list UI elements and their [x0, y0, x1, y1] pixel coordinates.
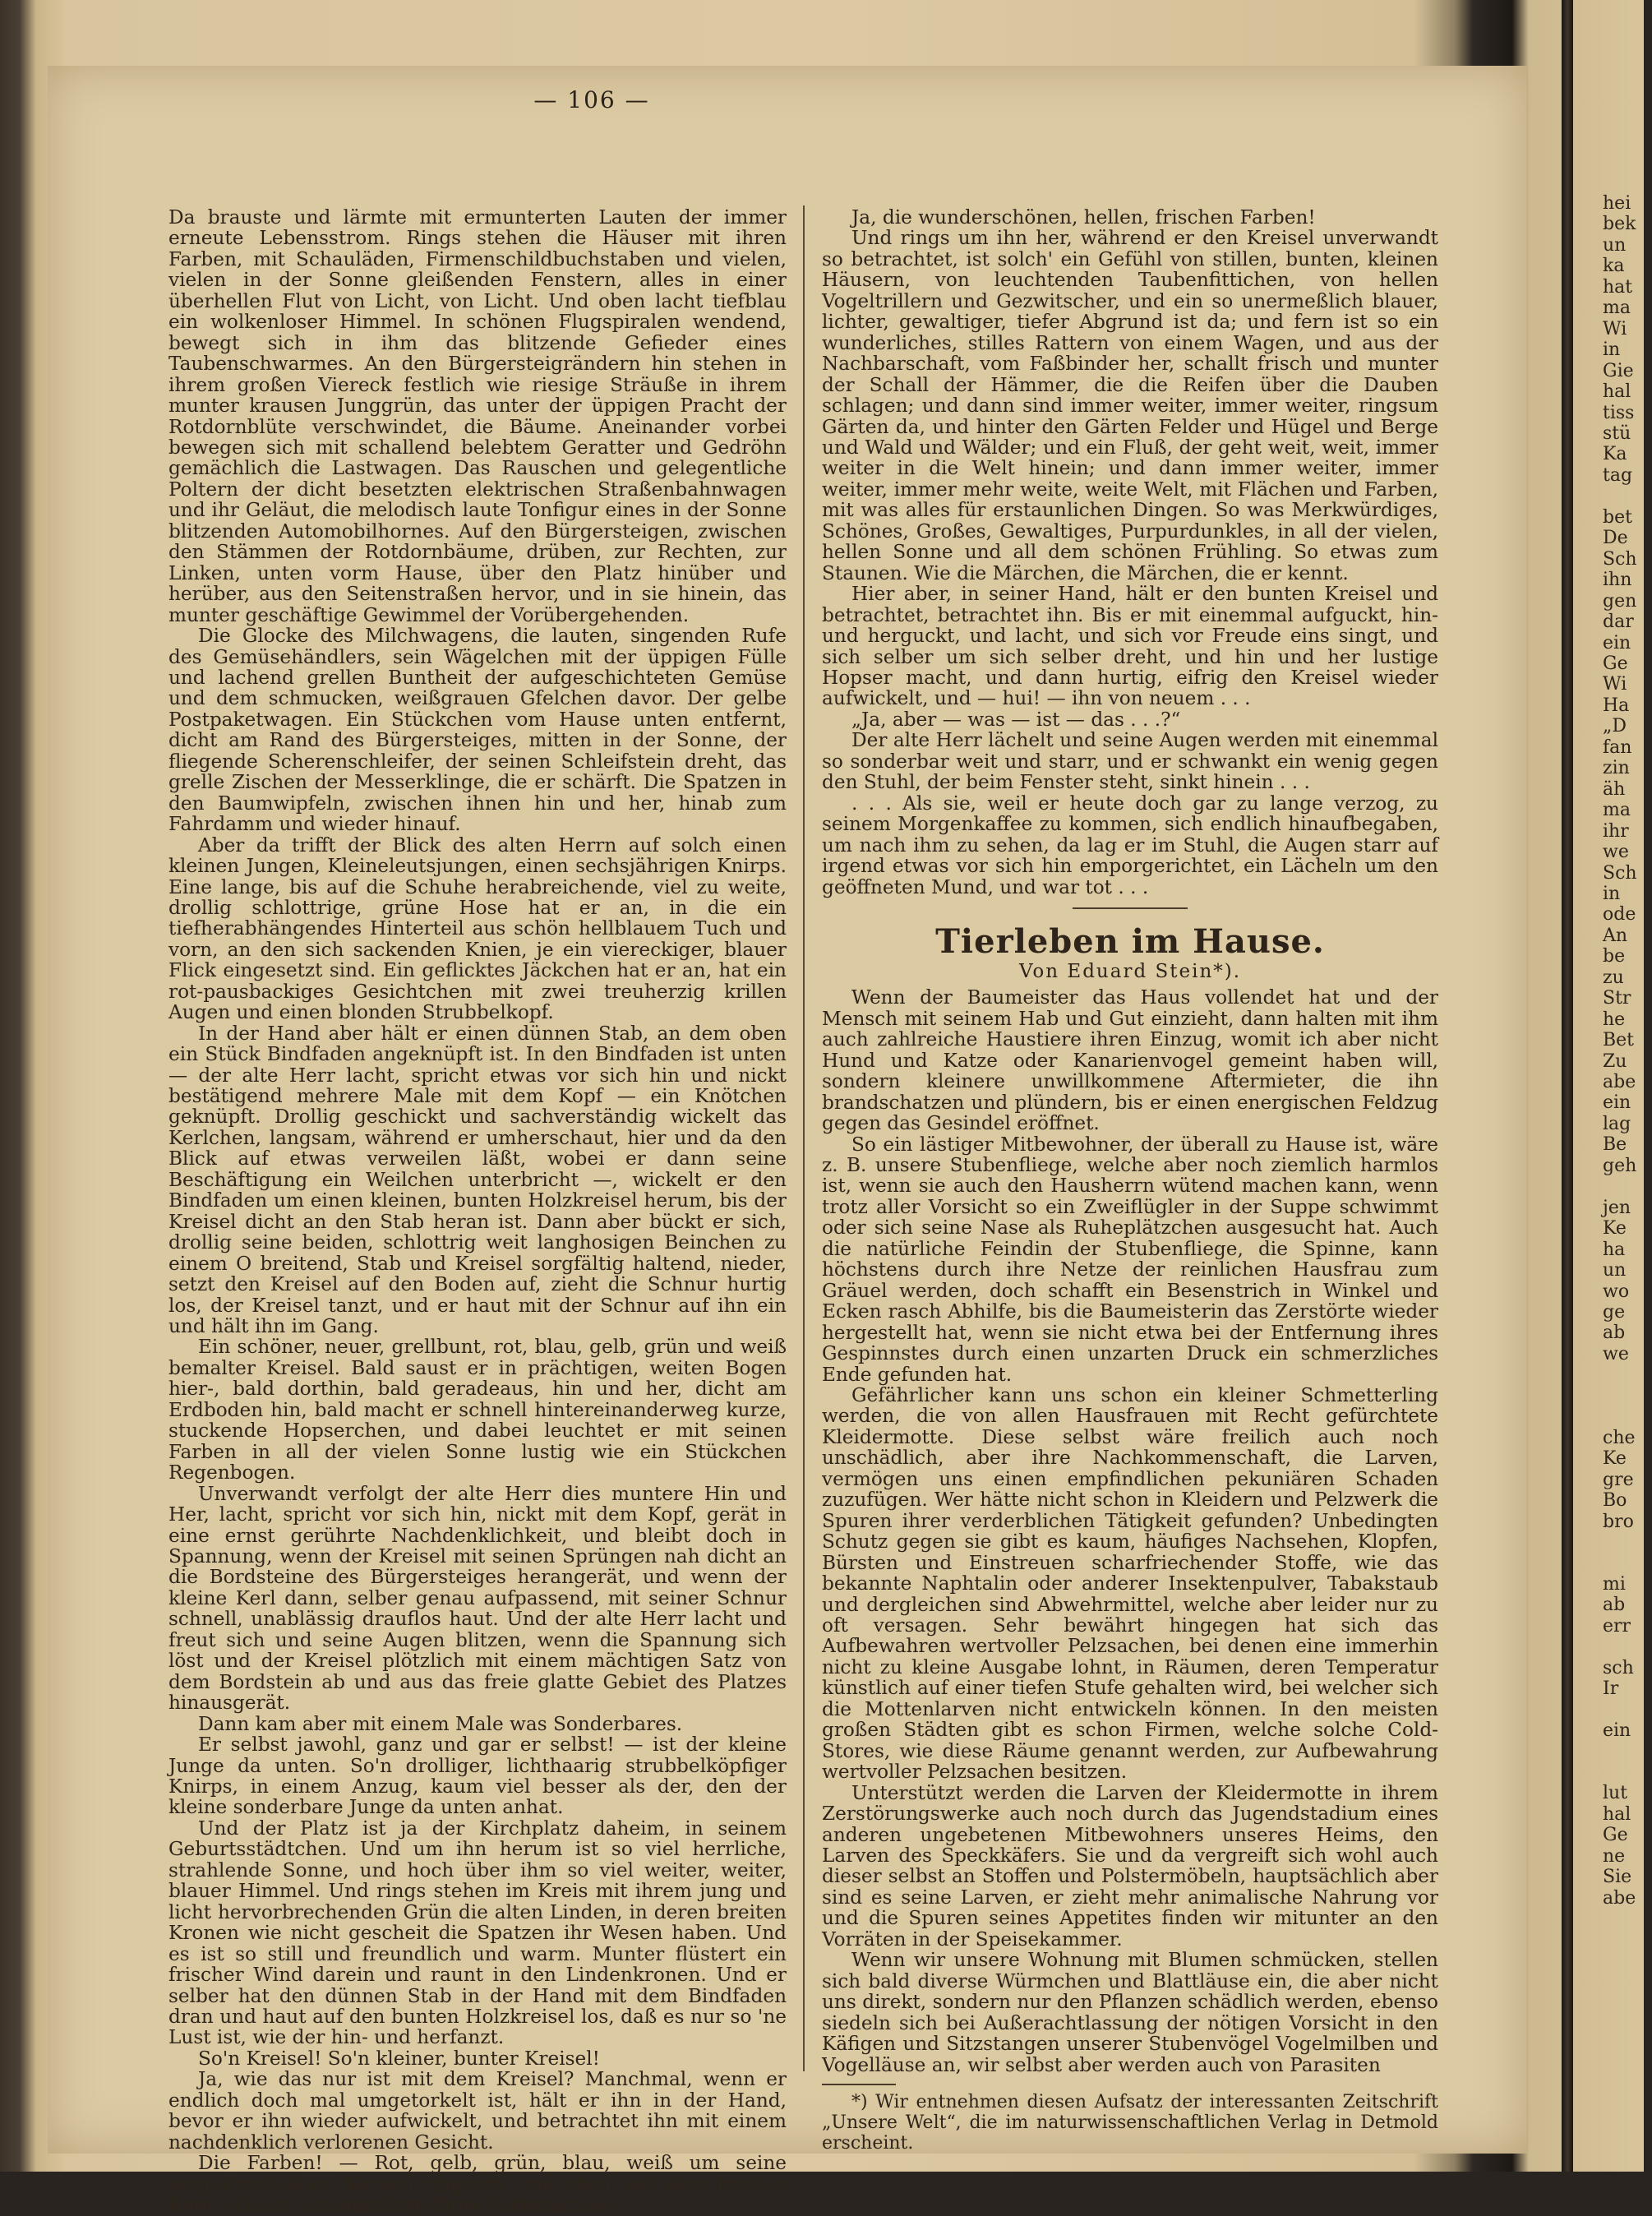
facing-page-fragment	[1603, 1700, 1652, 1720]
facing-page-fragment: jen	[1603, 1197, 1631, 1218]
facing-page-fragment: ihr	[1603, 820, 1629, 842]
left-column-paragraph: In der Hand aber hält er einen dünnen Stab, an dem oben ein Stück Bindfaden angeknüpft ist. In den Bindfaden ist unten — der alte Herr lacht, spricht etwas vor sich hin und nickt bestätigend mehrere Male mit dem Kopf — ein Knötchen geknüpft. Drollig geschickt und sachverständig wickelt das Kerlchen, langsam, während er umherschaut, hier und da den Blick auf etwas verweilen läßt, wobei er dann seine Beschäftigung ein Weilchen unterbricht —, wickelt er den Bindfaden um einen kleinen, bunten Holzkreisel herum, bis der Kreisel dicht an den Stab heran ist. Dann aber bückt er sich, drollig seine beiden, schlottrig weit langhosigen Beinchen zu einem O breitend, Stab und Kreisel sorgfältig haltend, nieder, setzt den Kreisel auf den Boden auf, zieht die Schnur hurtig los, der Kreisel tanzt, und er haut mit der Schnur auf ihn ein und hält ihn im Gang.	[168, 1022, 787, 1338]
facing-page-fragment: Be	[1603, 1134, 1627, 1156]
left-column-paragraph: Er selbst jawohl, ganz und gar er selbst! — ist der kleine Junge da unten. So'n drolliger, lichthaarig strubbelköpfiger Knirps, in einem Anzug, kaum viel besser als der, den der kleine sonderbare Junge da unten anhat.	[168, 1734, 787, 1819]
left-column-paragraph: Dann kam aber mit einem Male was Sonderbares.	[198, 1712, 683, 1735]
facing-page-fragment: gen	[1603, 590, 1637, 612]
facing-page-fragment: ein	[1603, 632, 1631, 653]
facing-page-fragment: lag	[1603, 1113, 1631, 1134]
article-paragraph: Wenn der Baumeister das Haus vollendet hat und der Mensch mit seinem Hab und Gut einzieht, dann halten mit ihm auch zahlreiche Haustiere ihren Einzug, womit ich aber nicht Hund und Katze oder Kanarienvogel gemeint haben will, sondern kleinere unwillkommene Aftermieter, die ihn brandschatzen und plündern, bis er einen energischen Feldzug gegen das Gesindel eröffnet.	[822, 986, 1438, 1135]
facing-page-fragment: Wi	[1603, 674, 1627, 695]
facing-page-fragment: hat	[1603, 276, 1633, 298]
article-footnote: *) Wir entnehmen diesen Aufsatz der interessanten Zeitschrift „Unsere Welt“, die im naturwissenschaftlichen Verlag in Detmold erscheint.	[822, 2091, 1438, 2154]
facing-page-fragment: sch	[1603, 1657, 1634, 1678]
facing-page-fragment: un	[1603, 234, 1627, 256]
left-column	[168, 207, 787, 2216]
page-number	[0, 86, 1644, 113]
facing-page-fragment	[1603, 1386, 1652, 1406]
facing-page-fragment: fan	[1603, 736, 1632, 758]
right-column	[822, 207, 1438, 2154]
left-column-paragraph: Aber da trifft der Blick des alten Herrn auf solch einen kleinen Jungen, Kleineleutsjungen, einen sechsjährigen Knirps. Eine lange, bis auf die Schuhe herabreichende, viel zu weite, drollig schlottrige, grüne Hose hat er an, in die ein tiefherabhängendes Hinterteil aus schön hellblauem Tuch und vorn, an den sich sackenden Knien, je ein viereckiger, blauer Flick eingesetzt sind. Ein geflicktes Jäckchen hat er an, hat ein rot-pausbackiges Gesichtchen mit zwei treuherzig krillen Augen und einen blonden Strubbelkopf.	[168, 833, 787, 1024]
facing-page-fragment: hal	[1603, 1803, 1631, 1825]
left-column-paragraph: Und der Platz ist ja der Kirchplatz daheim, in seinem Geburtsstädtchen. Und um ihn herum ist so viel herrliche, strahlende Sonne, und hoch über ihm so viel weiter, weiter, blauer Himmel. Und rings stehen im Kreis mit ihrem jung und licht hervorbrechenden Grün die alten Linden, in deren breiten Kronen wie nicht gescheit die Spatzen ihr Wesen haben. Und es ist so still und freundlich und warm. Munter flüstert ein frischer Wind darein und raunt in den Lindenkronen. Und er selber hat den dünnen Stab in der Hand mit dem Bindfaden dran und haut auf den bunten Holzkreisel los, daß es nur so 'ne Lust ist, wie der hin- und herfanzt.	[168, 1817, 787, 2049]
story-paragraph: Ja, die wunderschönen, hellen, frischen Farben!	[851, 206, 1316, 229]
facing-page-fragment	[1603, 1742, 1652, 1762]
facing-page-fragment: abe	[1603, 1887, 1636, 1909]
left-column-paragraph: So'n Kreisel! So'n kleiner, bunter Kreisel!	[198, 2047, 600, 2070]
facing-page-fragment: gre	[1603, 1469, 1634, 1490]
facing-page-fragment: che	[1603, 1427, 1636, 1448]
facing-page-fragment: dar	[1603, 612, 1634, 633]
facing-page-fragment: ne	[1603, 1845, 1626, 1867]
footnote-separator	[822, 2084, 896, 2085]
facing-page-fragment: Bo	[1603, 1490, 1627, 1512]
facing-page-fragment: in	[1603, 883, 1621, 904]
facing-page-fragment: „D	[1603, 716, 1627, 737]
facing-page-fragment: zin	[1603, 758, 1630, 779]
facing-page-fragment	[1603, 1406, 1652, 1427]
article-paragraph: Gefährlicher kann uns schon ein kleiner Schmetterling werden, die von allen Hausfrauen mit Recht gefürchtete Kleidermotte. Diese selbst wäre freilich auch noch unschädlich, aber ihre Nachkommenschaft, die Larven, vermögen uns einen empfindlichen pekuniären Schaden zuzufügen. Wer hätte nicht schon in Kleidern und Pelzwerk die Spuren ihrer verderblichen Tätigkeit gefunden? Unbedingten Schutz gegen sie gibt es kaum, häufiges Nachsehen, Klopfen, Bürsten und Einstreuen scharfriechender Stoffe, wie das bekannte Naphtalin oder anderer Insektenpulver, Tabakstaub und dergleichen sind Abwehrmittel, welche aber leider nur zu oft versagen. Sehr bewährt hingegen hat sich das Aufbewahren wertvoller Pelzsachen, bei denen eine immerhin nicht zu kleine Ausgabe lohnt, in Räumen, deren Temperatur künstlich auf einer tiefen Stufe gehalten wird, bei welcher sich die Mottenlarven nicht entwickeln können. In den meisten großen Städten gibt es schon Firmen, welche solche Cold-Stores, wie diese Räume genannt werden, zur Aufbewahrung wertvoller Pelzsachen besitzen.	[822, 1384, 1438, 1784]
article-paragraph: Unterstützt werden die Larven der Kleidermotte in ihrem Zerstörungswerke auch noch durch das Jugendstadium eines anderen ungebetenen Mitbewohners unseres Heims, den Larven des Speckkäfers. Sie und da vergreift sich wohl auch dieser selbst an Stoffen und Polstermöbeln, hauptsächlich aber sind es seine Larven, er zieht mehr animalische Nahrung vor und die Spuren seines Appetites finden wir mitunter an den Vorräten in der Speisekammer.	[822, 1781, 1438, 1951]
facing-page-fragment: Zu	[1603, 1050, 1627, 1072]
facing-page-fragment: ma	[1603, 800, 1631, 821]
facing-page-fragment: hei	[1603, 193, 1631, 214]
story-paragraph: Hier aber, in seiner Hand, hält er den bunten Kreisel und betrachtet, betrachtet ihn. Bis er mit einemmal aufguckt, hin- und herguckt, und lacht, und sich vor Freude eins singt, und sich selber um sich selber dreht, und hin und her lustige Hopser macht, und dann hurtig, eifrig den Kreisel wieder aufwickelt, und — hui! — ihn von neuem . . .	[822, 583, 1438, 710]
facing-page-fragment: in	[1603, 339, 1621, 361]
facing-page-fragment: An	[1603, 925, 1628, 946]
facing-page-fragment: Ha	[1603, 695, 1630, 716]
section-separator	[1073, 907, 1188, 909]
facing-page-fragment: stü	[1603, 422, 1631, 444]
facing-page-fragment	[1603, 1532, 1652, 1553]
facing-page-fragment: Sch	[1603, 862, 1637, 884]
facing-page-fragment: hal	[1603, 381, 1631, 403]
story-paragraph: „Ja, aber — was — ist — das . . .?“	[851, 708, 1181, 731]
facing-page-fragment: bet	[1603, 506, 1632, 528]
facing-page-fragment: Ir	[1603, 1678, 1619, 1700]
article-byline: Von Eduard Stein*).	[1018, 960, 1242, 982]
facing-page-fragment: Ka	[1603, 444, 1627, 465]
facing-page-fragment: Gie	[1603, 360, 1634, 381]
facing-page-fragment: be	[1603, 946, 1626, 967]
page-number-text: — 106 —	[533, 86, 650, 113]
facing-page-fragment: Sch	[1603, 548, 1637, 570]
facing-page-fragment	[1603, 1553, 1652, 1573]
facing-page-fragment: lut	[1603, 1783, 1628, 1804]
facing-page-fragment: bro	[1603, 1511, 1634, 1532]
article-title: Tierleben im Hause.	[935, 921, 1325, 961]
story-continuation	[822, 207, 1438, 898]
facing-page-fragment: we	[1603, 1343, 1629, 1364]
facing-page-fragment: ein	[1603, 1092, 1631, 1114]
facing-page-fragment	[1603, 486, 1652, 506]
story-paragraph: Und rings um ihn her, während er den Kreisel unverwandt so betrachtet, ist solch' ein Gefühl von stillen, bunten, kleinen Häusern, von leuchtenden Taubenfittichen, von hellen Vogeltrillern und Gezwitscher, und ein so unermeßlich blauer, lichter, gewaltiger, tiefer Abgrund ist da; und fern ist so ein wunderliches, stilles Rattern von einem Wagen, und aus der Nachbarschaft, vom Faßbinder her, schallt frisch und munter der Schall der Hämmer, die die Reifen über die Dauben schlagen; und dann sind immer weiter, immer weiter, ringsum Gärten da, und hinter den Gärten Felder und Hügel und Berge und Wald und Wälder; und ein Fluß, der geht weit, weit, immer weiter in die Welt hinein; und dann immer weiter, immer weiter, immer mehr weite, weite Welt, mit Flächen und Farben, mit was alles für erstaunlichen Dingen. So was Merkwürdiges, Schönes, Großes, Gewaltiges, Purpurdunkles, in all der vielen, hellen Sonne und all dem schönen Frühling. So etwas zum Staunen. Wie die Märchen, die Märchen, die er kennt.	[822, 227, 1438, 584]
facing-page-fragment: geh	[1603, 1155, 1637, 1176]
left-column-paragraph: Ja, wie das nur ist mit dem Kreisel? Manchmal, wenn er endlich doch mal umgetorkelt ist, hält er ihn in der Hand, bevor er ihn wieder aufwickelt, und betrachtet ihn mit einem nachdenklich verlorenen Gesicht.	[168, 2068, 787, 2154]
left-column-paragraph: Die Glocke des Milchwagens, die lauten, singenden Rufe des Gemüsehändlers, sein Wägelchen mit der üppigen Fülle und lachend grellen Buntheit der aufgeschichteten Gemüse und dem schmucken, weißgrauen Gfelchen davor. Der gelbe Postpaketwagen. Ein Stückchen vom Hause unten entfernt, dicht am Rand des Bürgersteiges, mitten in der Sonne, der fliegende Scherenschleifer, der seinen Schleifstein dreht, das grelle Zischen der Messerklinge, die er schärft. Die Spatzen in den Baumwipfeln, zwischen ihnen hin und her, hinab zum Fahrdamm und wieder hinauf.	[168, 625, 787, 836]
facing-page-fragment: ab	[1603, 1595, 1626, 1616]
facing-page-fragment: ha	[1603, 1239, 1626, 1260]
facing-page-fragment: zu	[1603, 967, 1624, 988]
facing-page-fragment: Ge	[1603, 653, 1628, 674]
facing-page-fragment: Ke	[1603, 1448, 1627, 1470]
facing-page-fragment: ihn	[1603, 570, 1632, 591]
facing-page-fragment: Bet	[1603, 1030, 1635, 1051]
facing-page-fragment: ab	[1603, 1323, 1626, 1344]
facing-page-fragment: Ge	[1603, 1825, 1628, 1846]
facing-page-fragment: ma	[1603, 298, 1631, 319]
facing-page-fragment: we	[1603, 842, 1629, 863]
facing-page-fragment: Sie	[1603, 1867, 1632, 1888]
book-binding	[1562, 0, 1573, 2172]
facing-page-fragment: Str	[1603, 988, 1631, 1009]
facing-page-fragment: abe	[1603, 1072, 1636, 1093]
article-body	[822, 987, 1438, 2075]
facing-page-fragment: ode	[1603, 904, 1636, 926]
article-paragraph: Wenn wir unsere Wohnung mit Blumen schmücken, stellen sich bald diverse Würmchen und Blattläuse ein, die aber nicht uns direkt, sondern nur den Pflanzen schädlich werden, ebenso siedeln sich bei Außerachtlassung der nötigen Vorsicht in den Käfigen und Sitzstangen unserer Stubenvögel Vogelmilben und Vogelläuse an, wir selbst aber werden auch von Parasiten	[822, 1949, 1438, 2076]
left-column-paragraph: Ein schöner, neuer, grellbunt, rot, blau, gelb, grün und weiß bemalter Kreisel. Bald saust er in prächtigen, weiten Bogen hier-, bald dorthin, bald geradeaus, hin und her, dicht am Erdboden hin, bald macht er schnell hintereinanderweg kurze, stuckende Hopserchen, und dabei leuchtet er mit seinen Farben in all der vielen Sonne lustig wie ein Stückchen Regenbogen.	[168, 1336, 787, 1484]
column-divider	[803, 205, 805, 2071]
facing-page-fragment	[1603, 1637, 1652, 1657]
facing-page-fragment: mi	[1603, 1573, 1626, 1595]
facing-page-fragment	[1603, 1762, 1652, 1783]
facing-page-fragment: ka	[1603, 256, 1625, 277]
facing-page-fragment: tag	[1603, 464, 1633, 486]
facing-page-fragment: bek	[1603, 214, 1636, 235]
facing-page-fragment: tiss	[1603, 402, 1635, 423]
facing-page-fragment: äh	[1603, 778, 1626, 800]
facing-page-fragment	[1603, 1176, 1652, 1197]
facing-page-fragment: un	[1603, 1260, 1627, 1281]
left-column-paragraph: Die Farben! — Rot, gelb, grün, blau, weiß um seine eingedrechselten Kurven ringsum; und oben, auf dem breiten Kopf, schöne, ineinandergefügte Farbenkreise.	[168, 2152, 787, 2216]
facing-page-fragment: wo	[1603, 1281, 1630, 1302]
facing-page-fragment: err	[1603, 1615, 1631, 1637]
article-paragraph: So ein lästiger Mitbewohner, der überall zu Hause ist, wäre z. B. unsere Stubenfliege, welche aber noch ziemlich harmlos ist, wenn sie auch den Hausherrn wütend machen kann, wenn trotz aller Vorsicht so ein Zweiflügler in der Suppe schwimmt oder sich seine Nase als Ruheplätzchen ausgesucht hat. Auch die natürliche Feindin der Stubenfliege, die Spinne, kann höchstens durch ihre Netze der reinlichen Hausfrau zum Gräuel werden, doch schafft ein Besenstrich in Winkel und Ecken rasch Abhilfe, bis die Baumeisterin das Zerstörte wieder hergestellt hat, wenn sie nicht etwa bei der Entfernung ihres Gespinnstes durch einen unzarten Druck ein schmerzliches Ende gefunden hat.	[822, 1133, 1438, 1386]
facing-page-fragment: Wi	[1603, 318, 1627, 339]
facing-page-fragment	[1603, 1364, 1652, 1385]
left-column-paragraph: Da brauste und lärmte mit ermunterten Lauten der immer erneute Lebensstrom. Rings stehen die Häuser mit ihren Farben, mit Schauläden, Firmenschildbuchstaben und vielen, vielen in der Sonne gleißenden Fenstern, alles in einer überhellen Flut von Licht, von Licht. Und oben lacht tiefblau ein wolkenloser Himmel. In schönen Flugspiralen wendend, bewegt sich in ihm das blitzende Gefieder eines Taubenschwarmes. An den Bürgersteigrändern hin stehen in ihrem großen Viereck festlich wie riesige Sträuße in ihrem munter krausen Junggrün, das unter der üppigen Pracht der Rotdornblüte verschwindet, die Bäume. Aneinander vorbei bewegen sich mit schallend belebtem Geratter und Gedröhn gemächlich die Lastwagen. Das Rauschen und gelegentliche Poltern der dicht besetzten elektrischen Straßenbahnwagen und ihr Geläut, die melodisch laute Tonfigur eines in der Sonne blitzenden Automobilhornes. Auf den Bürgersteigen, zwischen den Stämmen der Rotdornbäume, drüben, zur Rechten, zur Linken, unten vorm Hause, über den Platz hinüber und herüber, aus den Seitenstraßen hervor, und in sie hinein, das munter geschäftige Gewimmel der Vorübergehenden.	[168, 206, 787, 626]
facing-page-fragment: Ke	[1603, 1218, 1627, 1240]
story-paragraph: Der alte Herr lächelt und seine Augen werden mit einemmal so sonderbar weit und starr, und er schwankt ein wenig gegen den Stuhl, der beim Fenster steht, sinkt hinein . . .	[822, 729, 1438, 794]
facing-page-fragment: ge	[1603, 1302, 1626, 1323]
story-paragraph: . . . Als sie, weil er heute doch gar zu lange verzog, zu seinem Morgenkaffee zu kommen, sich endlich hinaufbegaben, um nach ihm zu sehen, da lag er im Stuhl, die Augen starr auf irgend etwas vor sich hin emporgerichtet, ein Lächeln um den geöffneten Mund, und war tot . . .	[822, 792, 1438, 898]
facing-page-fragment: De	[1603, 528, 1628, 549]
facing-page-fragment: ein	[1603, 1720, 1631, 1742]
facing-page-fragment: he	[1603, 1009, 1626, 1030]
facing-page-fragments	[1603, 193, 1652, 1909]
left-column-paragraph: Unverwandt verfolgt der alte Herr dies muntere Hin und Her, lacht, spricht vor sich hin, nickt mit dem Kopf, gerät in eine ernst gerührte Nachdenklichkeit, und bleibt doch in Spannung, wenn der Kreisel mit seinen Sprüngen nah dicht an die Bordsteine des Bürgersteiges herangerät, und wenn der kleine Kerl dann, selber genau aufpassend, mit seiner Schnur schnell, unablässig drauflos haut. Und der alte Herr lacht und freut sich und seine Augen blitzen, wenn die Spannung sich löst und der Kreisel plötzlich mit einem mächtigen Satz von dem Bordstein ab und aus das freie glatte Gebiet des Platzes hinausgerät.	[168, 1482, 787, 1715]
